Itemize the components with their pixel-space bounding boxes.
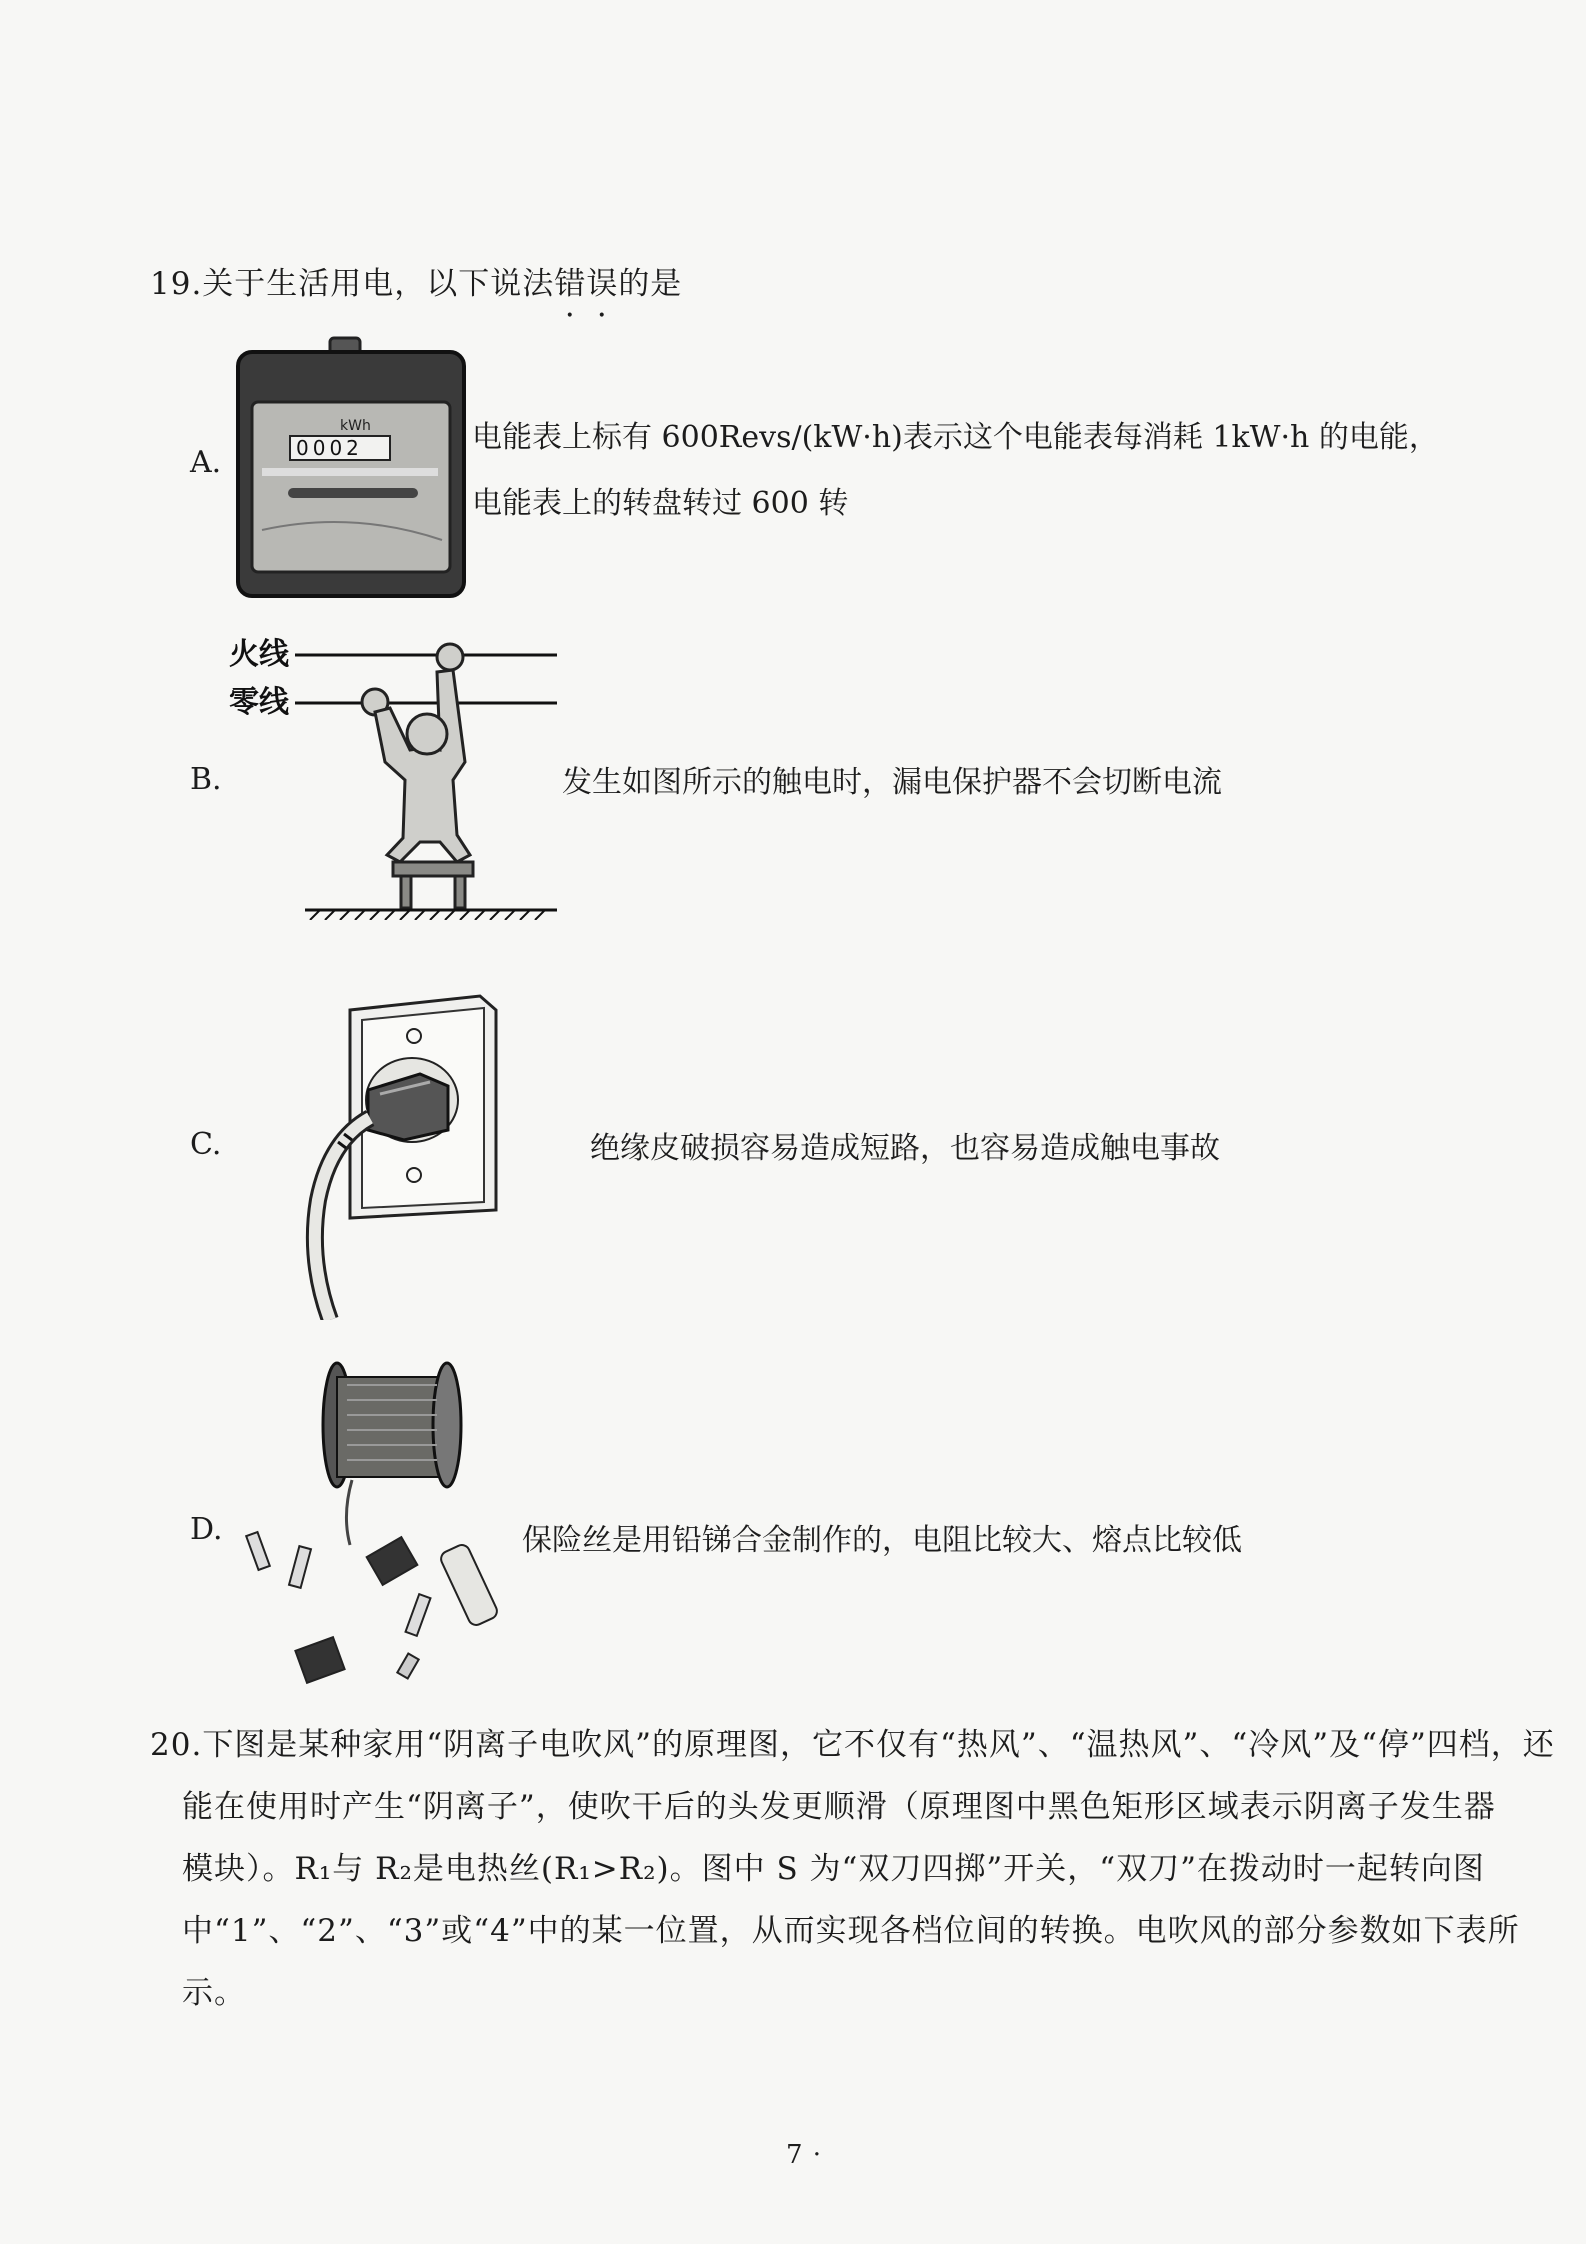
question-20-line-1-text: 下图是某种家用“阴离子电吹风”的原理图，它不仅有“热风”、“温热风”、“冷风”及“停”四档，还	[202, 1727, 1555, 1763]
question-20-line-4: 中“1”、“2”、“3”或“4”中的某一位置，从而实现各档位间的转换。电吹风的部分参数如下表所	[182, 1913, 1520, 1949]
option-c-text: 绝缘皮破损容易造成短路，也容易造成触电事故	[590, 1131, 1220, 1166]
option-a-letter: A.	[190, 445, 222, 480]
page-number: 7 ·	[786, 2140, 823, 2170]
wooden-stool	[393, 862, 473, 908]
meter-unit-label: kWh	[340, 418, 371, 434]
stem-emphasis-1: 错	[554, 266, 587, 302]
fuse-wire-and-fuses-image	[232, 1355, 522, 1690]
stem-emphasis-2: 误	[586, 266, 619, 302]
neutral-wire-label: 零线	[229, 685, 289, 720]
stem-suffix: 的是	[618, 266, 683, 302]
option-d-letter: D.	[190, 1512, 223, 1547]
option-b-letter: B.	[190, 762, 222, 797]
meter-digits: 0002	[296, 436, 363, 460]
question-20-line-2: 能在使用时产生“阴离子”，使吹干后的头发更顺滑（原理图中黑色矩形区域表示阴离子发生器	[182, 1789, 1496, 1825]
option-a-line-2: 电能表上的转盘转过 600 转	[472, 486, 849, 521]
option-d-text: 保险丝是用铅锑合金制作的，电阻比较大、熔点比较低	[522, 1523, 1242, 1558]
fuses	[246, 1532, 499, 1683]
electric-meter-image	[232, 330, 472, 600]
question-20	[150, 1714, 1555, 2024]
question-20-line-5: 示。	[182, 1975, 246, 2011]
stem-prefix: 19.关于生活用电，以下说法	[150, 266, 555, 302]
option-b-text: 发生如图所示的触电时，漏电保护器不会切断电流	[562, 765, 1222, 800]
wire-spool	[323, 1363, 461, 1545]
option-c-letter: C.	[190, 1127, 222, 1162]
person-figure	[362, 644, 470, 862]
question-20-line-1	[150, 1714, 1555, 1776]
question-20-number: 20.	[150, 1727, 203, 1763]
damaged-plug-socket-image	[300, 990, 510, 1320]
question-19-stem	[150, 258, 682, 303]
electric-shock-illustration	[225, 630, 565, 920]
option-a-line-1: 电能表上标有 600Revs/(kW·h)表示这个电能表每消耗 1kW·h 的电能，	[472, 420, 1439, 455]
question-20-line-3: 模块）。R₁与 R₂是电热丝(R₁>R₂)。图中 S 为“双刀四掷”开关，“双刀”在拨动时一起转向图	[182, 1851, 1485, 1887]
live-wire-label: 火线	[229, 637, 289, 672]
